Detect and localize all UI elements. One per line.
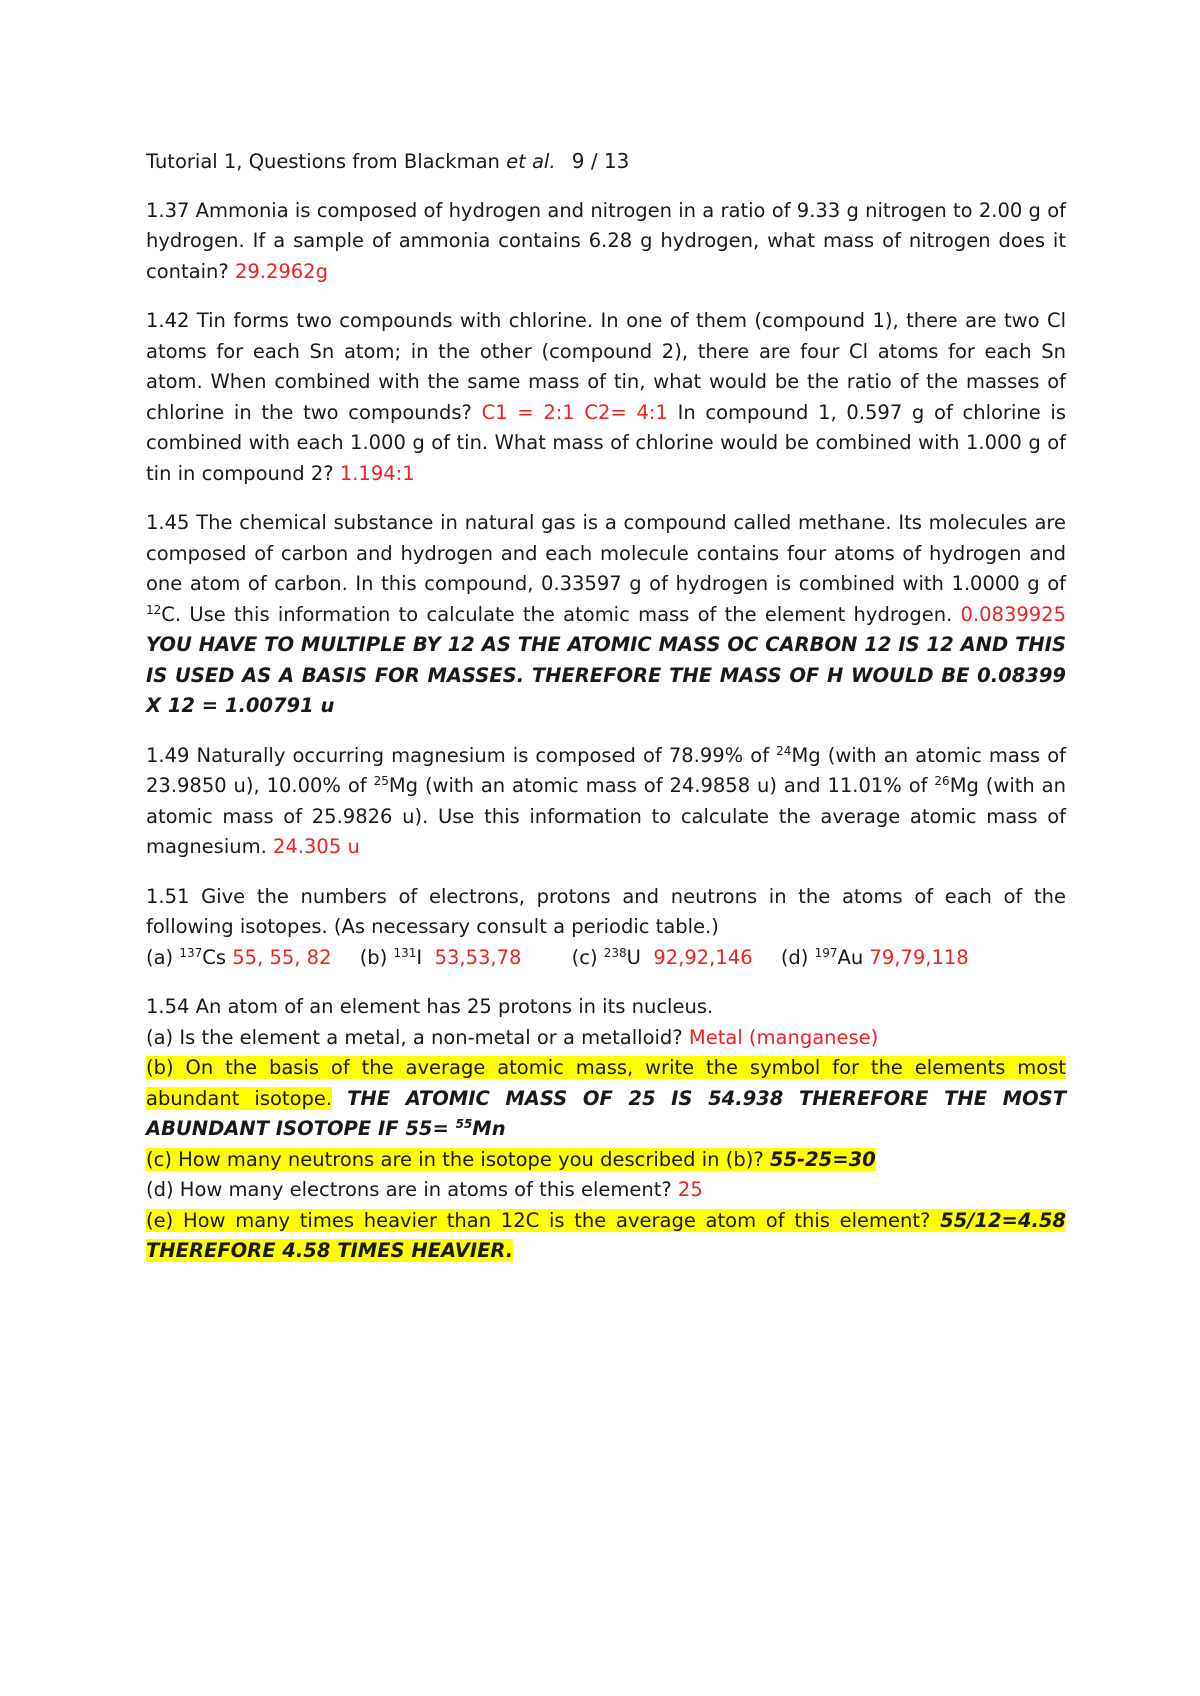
isotope-c [572,946,753,969]
q145-answer: 0.0839925 [960,602,1066,626]
q149-t2: Mg (with an atomic mass of 23.9850 u), 10.00% of [146,743,1067,797]
q145-text2: C. Use this information to calculate the atomic mass of the element hydrogen. [161,602,953,626]
q154-d-answer: 25 [677,1178,703,1201]
q145-explanation: YOU HAVE TO MULTIPLE BY 12 AS THE ATOMIC MASS OC CARBON 12 IS 12 AND THIS IS USED AS A BASIS FOR MASSES. THEREFORE THE MASS OF H WOULD BE 0.08399 X 12 = 1.00791 u [146,633,1066,717]
question-1-37 [146,196,1066,288]
q142-answer2: 1.194:1 [339,461,415,485]
isotope-label: (c) [571,945,598,969]
q154-c-answer: 55-25=30 [769,1147,876,1171]
q154-b-answer-text: THE ATOMIC MASS OF 25 IS 54.938 THEREFORE THE MOST ABUNDANT ISOTOPE IF 55= [146,1086,1067,1140]
question-1-45 [146,508,1066,722]
q154-a-text: (a) Is the element a metal, a non-metal or a metalloid? [146,1025,683,1049]
q154-part-e [146,1206,1066,1267]
q154-intro: 1.54 An atom of an element has 25 protons in its nucleus. [146,995,714,1018]
isotope-mass: 238 [603,945,627,960]
question-1-54 [146,992,1066,1267]
isotope-mass: 197 [814,945,838,960]
isotope-mass: 131 [393,945,417,960]
q137-text: 1.37 Ammonia is composed of hydrogen and nitrogen in a ratio of 9.33 g nitrogen to 2.00 g of hydrogen. If a sample of ammonia contains 6.28 g hydrogen, what mass of nitrogen does it contain? [146,198,1066,283]
isotope-symbol: Au [837,945,864,969]
q154-a-answer: Metal (manganese) [688,1025,879,1049]
isotope-a [146,946,332,969]
q154-part-c [146,1145,1066,1176]
q142-text2: In compound 1, 0.597 g of chlorine is combined with each 1.000 g of tin. What mass of chlorine would be combined with 1.000 g of tin in compound 2? [146,400,1066,485]
isotope-answer: 53,53,78 [434,945,522,969]
isotope-b [360,946,522,969]
isotope-label: (a) [146,945,174,969]
header-prefix: Tutorial 1, Questions from Blackman [146,150,500,173]
page-number: 9 / 13 [571,149,630,173]
q154-b-text: (b) On the basis of the average atomic mass, write the symbol for the elements most abundant isotope. [146,1056,1066,1110]
q142-text1: 1.42 Tin forms two compounds with chlorine. In one of them (compound 1), there are two Cl atoms for each Sn atom; in the other (compound 2), there are four Cl atoms for each Sn atom. When combined with the same mass of tin, what would be the ratio of the masses of chlorine in the two compounds? [146,309,1066,424]
isotope-d [781,946,969,969]
q154-part-a [146,1023,1066,1054]
isotope-symbol: Cs [202,945,227,969]
document-body [146,146,1066,1286]
q149-s1: 24 [776,743,792,758]
q149-t1: 1.49 Naturally occurring magnesium is composed of 78.99% of [146,743,770,767]
q149-answer: 24.305 u [273,835,360,858]
question-1-49 [146,741,1066,863]
q154-b-sup: 55 [455,1117,473,1131]
isotope-answer: 92,92,146 [653,945,753,969]
isotope-answer: 79,79,118 [869,945,969,969]
q145-text1: 1.45 The chemical substance in natural gas is a compound called methane. Its molecules are composed of carbon and hydrogen and each molecule contains four atoms of hydrogen and one atom of carbon. In this compound, 0.33597 g of hydrogen is combined with 1.0000 g of [146,511,1066,595]
q154-b-symbol: Mn [472,1117,506,1140]
q151-text: 1.51 Give the numbers of electrons, protons and neutrons in the atoms of each of the following isotopes. (As necessary consult a periodic table.) [146,884,1066,938]
q149-s2: 25 [373,774,389,788]
q149-t3: Mg (with an atomic mass of 24.9858 u) and 11.01% of [388,774,928,797]
header-etal: et al. [506,150,556,173]
page-header [146,146,1066,178]
isotope-answer: 55, 55, 82 [232,945,332,969]
q154-part-b [146,1053,1066,1145]
question-1-42 [146,306,1066,489]
q154-d-text: (d) How many electrons are in atoms of this element? [146,1178,672,1201]
q154-e-text: (e) How many times heavier than 12C is the average atom of this element? [146,1208,931,1232]
isotope-mass: 137 [179,945,203,960]
q154-e-highlight [146,1209,1066,1263]
q154-c-text: (c) How many neutrons are in the isotope you described in (b)? [146,1147,764,1171]
isotope-label: (d) [780,945,809,969]
question-1-51 [146,882,1066,974]
q137-answer: 29.2962g [234,259,328,283]
q154-c-highlight [146,1148,876,1171]
q154-part-d [146,1175,1066,1206]
q149-s3: 26 [934,774,950,788]
q145-sup: 12 [146,602,162,617]
q142-answer1: C1 = 2:1 C2= 4:1 [481,400,668,424]
isotope-symbol: U [626,945,641,969]
q154-e-answer: 55/12=4.58 THEREFORE 4.58 TIMES HEAVIER. [146,1208,1066,1262]
isotope-label: (b) [359,945,388,969]
isotope-symbol: I [416,945,423,969]
q149-t4: Mg (with an atomic mass of 25.9826 u). Use this information to calculate the average atomic mass of magnesium. [146,774,1066,858]
q151-isotopes [146,943,1066,974]
